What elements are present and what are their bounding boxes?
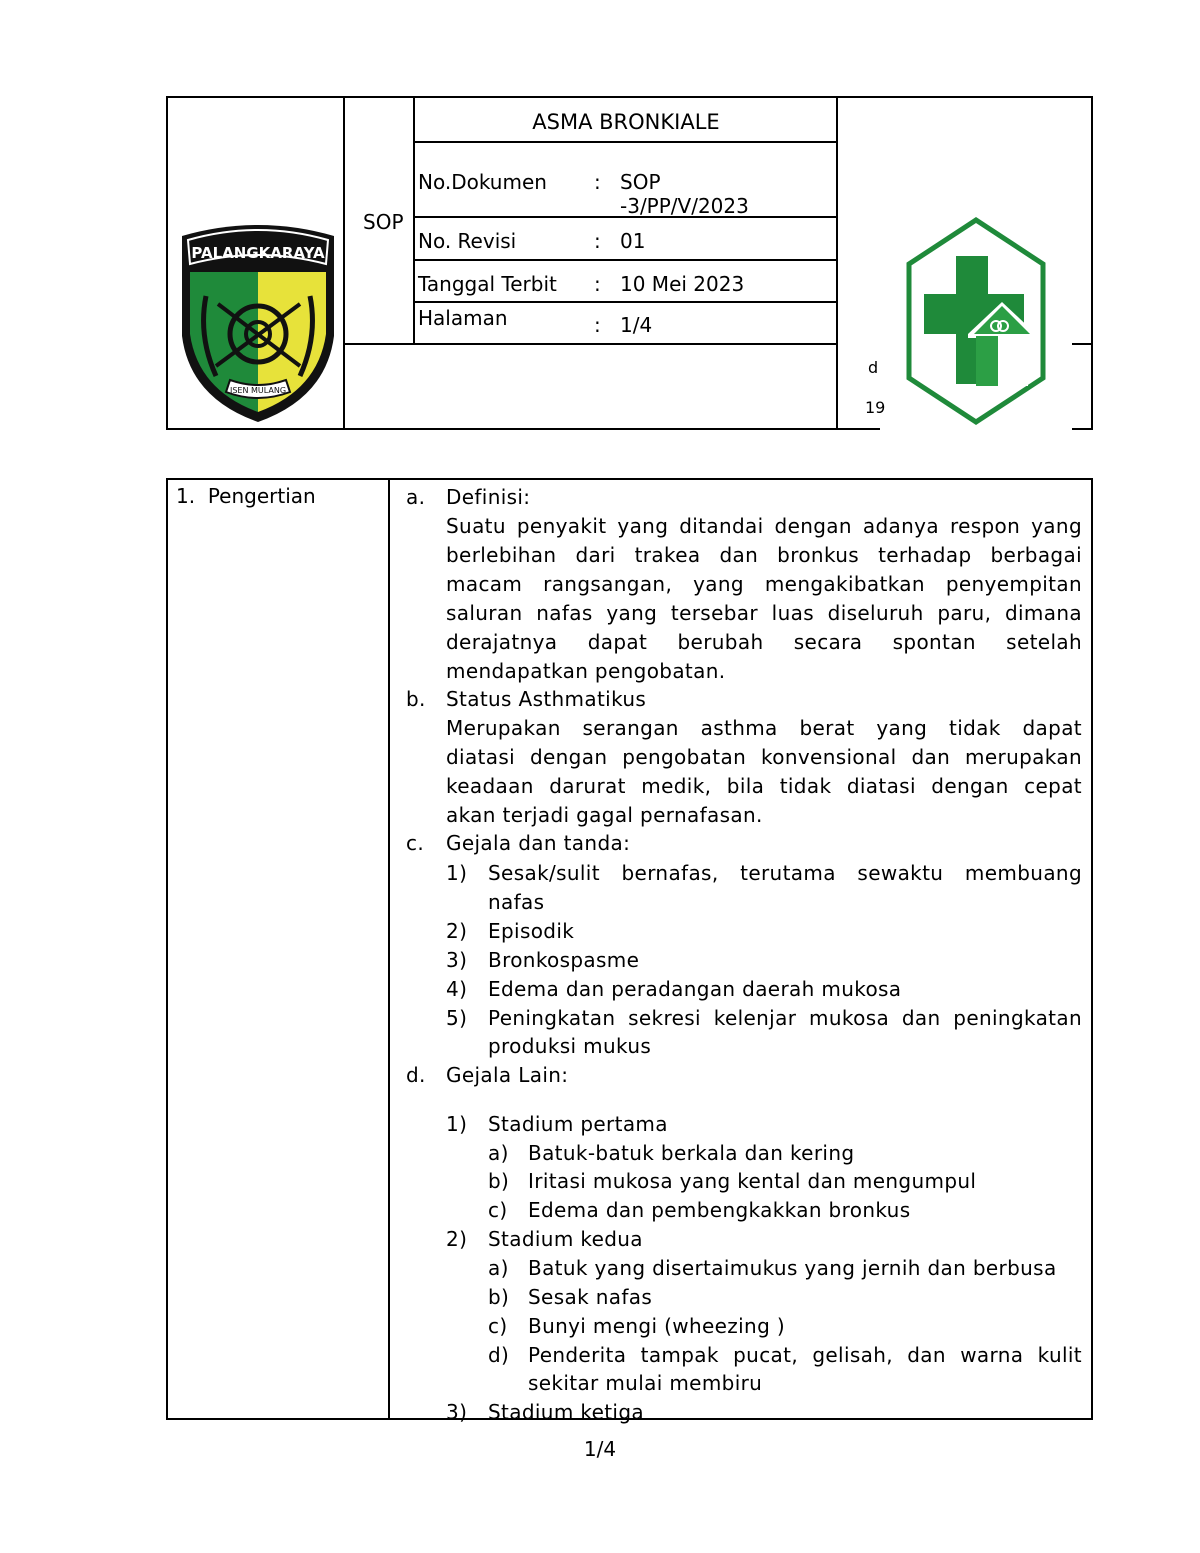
paragraph-line: Suatu penyakit yang ditandai dengan adanya respon yang [446, 514, 1082, 538]
item-marker: c. [406, 831, 425, 855]
list-marker: 3) [446, 948, 468, 972]
list-item: Iritasi mukosa yang kental dan mengumpul [528, 1169, 977, 1193]
document-title: ASMA BRONKIALE [532, 110, 720, 134]
crest-motto-text: ISEN MULANG [229, 386, 287, 395]
list-marker: 3) [446, 1400, 468, 1424]
section-title [176, 484, 316, 508]
paragraph-line: keadaan darurat medik, bila tidak diatasi dengan cepat [446, 774, 1082, 798]
field-colon: : [594, 170, 601, 194]
list-item: Batuk-batuk berkala dan kering [528, 1141, 855, 1165]
field-value-page: 1/4 [620, 313, 653, 337]
paragraph-line: berlebihan dari trakea dan bronkus terhadap berbagai [446, 543, 1082, 567]
subheading: Gejala Lain: [446, 1063, 569, 1087]
field-label-issue-date: Tanggal Terbit [418, 272, 557, 296]
subheading: Status Asthmatikus [446, 687, 647, 711]
document-number-line-2: -3/PP/V/2023 [620, 194, 749, 218]
list-marker: c) [488, 1314, 508, 1338]
list-item-continuation: sekitar mulai membiru [528, 1371, 763, 1395]
paragraph-line: Merupakan serangan asthma berat yang tidak dapat [446, 716, 1082, 740]
cropped-text: d [868, 358, 879, 377]
list-item: Edema dan peradangan daerah mukosa [488, 977, 902, 1001]
field-label-page: Halaman [418, 306, 508, 330]
stage-title: Stadium ketiga [488, 1400, 644, 1424]
paragraph-line: akan terjadi gagal pernafasan. [446, 803, 763, 827]
list-item: Peningkatan sekresi kelenjar mukosa dan peningkatan [488, 1006, 1082, 1030]
section-title-text: Pengertian [207, 484, 316, 508]
list-marker: 1) [446, 861, 468, 885]
field-label-revision: No. Revisi [418, 229, 517, 253]
field-value-document-number [620, 170, 749, 218]
paragraph-line: macam rangsangan, yang mengakibatkan penyempitan [446, 572, 1082, 596]
subheading: Gejala dan tanda: [446, 831, 631, 855]
paragraph-line: derajatnya dapat berubah secara spontan setelah [446, 630, 1082, 654]
field-value-revision: 01 [620, 229, 646, 253]
section-number: 1. [176, 484, 196, 508]
subheading: Definisi: [446, 485, 531, 509]
list-marker: a) [488, 1141, 509, 1165]
field-colon: : [594, 272, 601, 296]
field-label-document-number: No.Dokumen [418, 170, 547, 194]
list-item: Penderita tampak pucat, gelisah, dan warna kulit [528, 1343, 1082, 1367]
list-item: Sesak nafas [528, 1285, 653, 1309]
list-item: Bunyi mengi (wheezing ) [528, 1314, 785, 1338]
list-marker: 5) [446, 1006, 468, 1030]
field-colon: : [594, 313, 601, 337]
field-colon: : [594, 229, 601, 253]
list-marker: a) [488, 1256, 509, 1280]
list-marker: b) [488, 1285, 510, 1309]
list-item: Episodik [488, 919, 575, 943]
list-marker: 4) [446, 977, 468, 1001]
list-marker: 2) [446, 1227, 468, 1251]
stage-title: Stadium pertama [488, 1112, 668, 1136]
list-item: Batuk yang disertaimukus yang jernih dan berbusa [528, 1256, 1057, 1280]
field-value-issue-date: 10 Mei 2023 [620, 272, 745, 296]
document-number-line-1: SOP [620, 170, 661, 194]
paragraph-line: mendapatkan pengobatan. [446, 659, 726, 683]
stage-title: Stadium kedua [488, 1227, 643, 1251]
palangkaraya-crest-logo [176, 216, 340, 426]
list-item: Bronkospasme [488, 948, 640, 972]
sop-content-table [166, 478, 1093, 1424]
list-marker: 1) [446, 1112, 468, 1136]
list-marker: 2) [446, 919, 468, 943]
list-item: Sesak/sulit bernafas, terutama sewaktu membuang [488, 861, 1082, 885]
list-item: Edema dan pembengkakkan bronkus [528, 1198, 911, 1222]
item-marker: d. [406, 1063, 426, 1087]
sop-header-table [166, 96, 1093, 430]
list-marker: b) [488, 1169, 510, 1193]
item-marker: b. [406, 687, 426, 711]
paragraph-line: diatasi dengan pengobatan konvensional dan merupakan [446, 745, 1082, 769]
cropped-text: 19 [865, 398, 886, 417]
sop-label: SOP [363, 210, 404, 234]
list-item-continuation: produksi mukus [488, 1034, 652, 1058]
list-marker: c) [488, 1198, 508, 1222]
page-number: 1/4 [583, 1437, 617, 1461]
list-item-continuation: nafas [488, 890, 545, 914]
crest-name-text: PALANGKARAYA [191, 244, 325, 262]
paragraph-line: saluran nafas yang tersebar luas diseluruh paru, dimana [446, 601, 1082, 625]
list-marker: d) [488, 1343, 510, 1367]
item-marker: a. [406, 485, 426, 509]
puskesmas-emblem-logo [902, 214, 1050, 428]
